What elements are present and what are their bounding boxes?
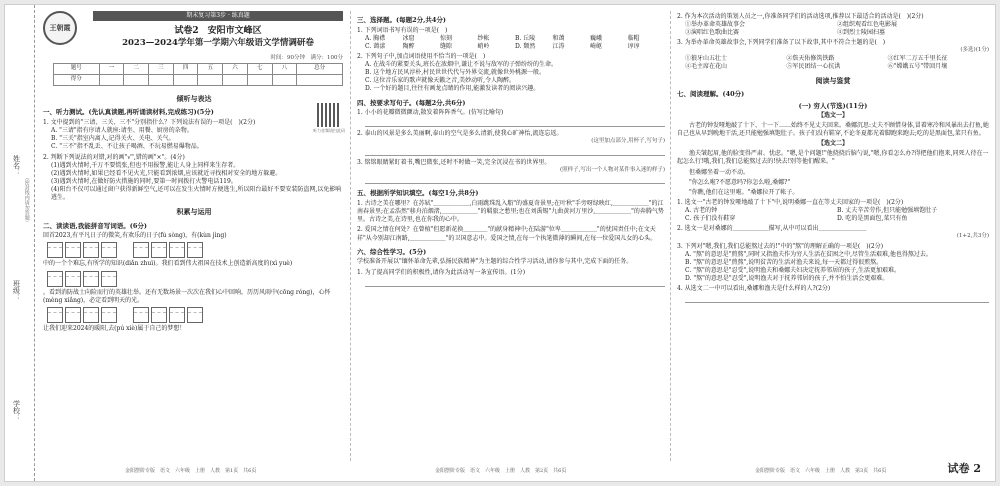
option-row [677, 215, 989, 223]
option: D. 一个好的题目,往往有画龙点睛的作用,能激发读者的阅读兴趣。 [365, 85, 540, 93]
option: A. "熬"的意思是"煎熬",同时又指渔夫作为穷人生活在贫困之中,尽管生活艰难,他也得熬过去。 [685, 250, 932, 258]
exam-badge: 试卷 2 [947, 462, 981, 476]
judge-item: (3)遇到火情时,在做好防火措施的同时,要第一时间拨打火警电话119。 [51, 177, 237, 185]
option: D. 吃的是黑面包,菜只有鱼 [837, 214, 908, 222]
option: 临帽 [627, 34, 640, 42]
option: A. 在战斗的紧要关头,班长在浓烟中,谦让不说与敌军的子弹纷纷的生命。 [365, 61, 557, 69]
passage-title: (一) 穷人(节选)(11分) [798, 102, 868, 111]
answer-line[interactable] [685, 296, 989, 303]
passage-text: "你瞧,他们在这里啦。"桑娜拉开了帐子。 [689, 188, 799, 196]
score-table [53, 63, 343, 86]
option: B. "熬"的意思是"煎熬",说明贫苦的生活对渔夫来说,每一天都过得很煎熬。 [685, 258, 883, 266]
pinyin-box-group [47, 242, 341, 258]
part-title: 倾听与表达 [176, 94, 212, 103]
exam-meta: 时间：90分钟 满分：100分 [270, 55, 343, 61]
name-label: 姓名： [12, 155, 21, 176]
page-footer: 金阳摆阶专版 语文 六年级 上册 人教 第2页 共6页 [435, 468, 567, 475]
answer-line[interactable] [365, 280, 665, 287]
option: 陶醉 [402, 42, 415, 50]
option: 惊刻 [440, 34, 453, 42]
question: 2. 作为本次活动的策划人员之一,你准备同学们的活动选项,推荐以下最适合的活动是( )(2分) [677, 13, 924, 20]
option: B. 这个地方民风淳朴,村民世世代代与外界交流,就像世外桃源一般。 [365, 69, 546, 77]
option: B. 丘陵 [515, 34, 536, 42]
question: 3. 下列对"嗯,我们,我们总能熬过去的!"中的"熬"的理解正确的一项是( )(2分) [677, 242, 884, 250]
passage-line: 让我们迎来2024的暖阳,去(pú xiè)属于自己的梦想！ [43, 324, 186, 332]
judge-item: (2)遇到火情时,如果已经看不见火光,只能看到浓烟,应该就近寻找相对安全的地方躲避。 [51, 169, 282, 177]
section-heading: 五、根据所学知识填空。(每空1分,共8分) [357, 189, 479, 198]
score-cell[interactable] [272, 75, 297, 86]
question: 学校准备开展以"缅怀革命先辈,弘扬民族精神"为主题的综合性学习活动,请你参与其中,完成下面的任务。 [357, 258, 633, 266]
option-row [357, 43, 665, 51]
option: ①举办革命英雄故事会 [685, 21, 746, 29]
answer-box[interactable] [47, 271, 63, 287]
option: 冰窟 [402, 34, 415, 42]
score-header-cell: 一 [99, 64, 124, 75]
question: 1. 文中提到的"三请、三关、三不"分别指什么？下列说法有误的一项是( )(2分) [43, 119, 256, 127]
school-label: 学校： [12, 400, 21, 421]
part-title: 阅读与鉴赏 [815, 75, 851, 85]
section-heading: 七、阅读理解。(40分) [677, 90, 745, 99]
score-cell[interactable] [297, 75, 343, 86]
question: 1. 为了提高同学们的积极性,请你为此活动写一条宣传语。(1分) [357, 268, 526, 276]
option: ③红军二万五千里长征 [887, 54, 948, 62]
binding-gutter [5, 5, 35, 481]
page-footer: 金阳摆阶专版 语文 六年级 上册 人教 第1页 共6页 [125, 468, 257, 475]
answer-box[interactable] [187, 242, 203, 258]
seal-note: （密封线内请勿答题） [23, 175, 30, 225]
exam-subtitle: 2023—2024学年第一学期六年级语文学情调研卷 [122, 38, 314, 48]
answer-box[interactable] [65, 307, 81, 323]
passage-text: 但桑娜坐着一动不动。 [689, 168, 750, 176]
answer-box[interactable] [83, 271, 99, 287]
option: ⑥"嫦娥五号"带回月壤 [887, 62, 948, 70]
score-cell[interactable] [223, 75, 248, 86]
option: C. 这位音乐家的歌声就像天籁之音,美妙动听,令人陶醉。 [365, 77, 516, 85]
answer-line[interactable] [365, 177, 665, 184]
question: 1. 小小的花瓣微微颤动,散发着阵阵香气。(仿写比喻句) [357, 109, 504, 117]
score-header-cell: 三 [149, 64, 174, 75]
answer-box[interactable] [133, 242, 149, 258]
page-3 [677, 11, 989, 461]
answer-box[interactable] [47, 307, 63, 323]
option: 江涛 [552, 42, 565, 50]
answer-box[interactable] [47, 242, 63, 258]
exam-title: 试卷2 安阳市文峰区 [174, 26, 262, 36]
score-header-cell: 七 [247, 64, 272, 75]
answer-line[interactable] [365, 120, 665, 127]
answer-box[interactable] [83, 242, 99, 258]
qr-caption: 听力音频请扫此码 [313, 128, 345, 133]
answer-box[interactable] [101, 271, 117, 287]
answer-box[interactable] [187, 307, 203, 323]
option: B. 丈夫辛苦劳作,但只能勉强填饱肚子 [837, 206, 938, 214]
exam-sheet [4, 4, 996, 482]
option: D. "熬"的意思是"忍受",说明渔夫对于抚养邻居的孩子,并不怕生活会更艰难。 [685, 274, 889, 282]
section-heading: 一、听力测试。(先认真读题,再听诵读材料,完成练习)(5分) [43, 108, 214, 117]
score-header-row [54, 64, 343, 75]
option: C. 蔼漾 [365, 42, 386, 50]
option-row [677, 21, 989, 29]
question-note: (多选)(1分) [960, 47, 989, 54]
answer-line[interactable] [365, 149, 665, 156]
selection-label: 【选文一】 [817, 111, 848, 119]
question: 2. 下列句子中,加点词语使用不恰当的一项是( ) [357, 53, 486, 61]
question: 2. 泰山的风景是多么美丽啊,泰山的空气是多么清新,使我心旷神怡,流连忘返。 [357, 130, 563, 138]
question: 4. 从选文二一中可以看出,桑娜和渔夫是什么样的人?(2分) [677, 285, 831, 293]
answer-box[interactable] [151, 242, 167, 258]
answer-box[interactable] [65, 271, 81, 287]
option: 纱帐 [477, 34, 490, 42]
question: 2. 爱国之情在何处？在曾植"但愿新花换＿＿＿＿"的献身精神中;在陆游"位卑＿＿＿＿＿＿"的忧国责任中;在文天祥"从今别却江南路,＿＿＿＿＿＿"的卫国意志中。爱国之情,在每一个执笔微薄的瞬间,在每一位爱国儿女的心头。 [357, 226, 657, 242]
question: 2. 判断下列说法的对错,对的画"√",错的画"×"。(4分) [43, 153, 185, 161]
score-header-cell: 六 [223, 64, 248, 75]
answer-box[interactable] [101, 242, 117, 258]
page-2 [357, 11, 665, 461]
part-title: 积累与运用 [176, 207, 212, 217]
option: 峭岭 [477, 42, 490, 50]
answer-box[interactable] [101, 307, 117, 323]
score-row-label: 得分 [54, 75, 100, 86]
class-label: 班级： [12, 280, 21, 301]
page-footer: 金阳摆阶专版 语文 六年级 上册 人教 第3页 共6页 [755, 468, 887, 475]
score-header-cell: 五 [198, 64, 223, 75]
column-divider [670, 11, 671, 461]
option: ③演唱红色歌曲比赛 [685, 29, 740, 37]
section-heading: 四、按要求写句子。(每题2分,共6分) [357, 98, 466, 107]
passage-line: ，看到消防战士向险而行的英雄壮举。还有无数场景一次次在我们心中回响，历历风雨中(cōng róng)，心怀(mèng xiǎng)，必定看到明天的光。 [43, 288, 331, 304]
option: A. 古老的钟 [685, 206, 718, 214]
passage-text: 古老的钟发哑地敲了十下、十一下……始终不见丈夫回来。桑娜沉思:丈夫不顾惜身体,冒着寒冷和风暴出去打鱼,她自己也从早到晚地干活,还只能勉强填饱肚子。孩子们没有鞋穿,不论冬夏都光着脚跑来跑去;吃的是黑面包,菜只有鱼。 [677, 122, 989, 138]
brand-seal: 王朝霞 [43, 11, 77, 45]
score-header-cell: 八 [272, 64, 297, 75]
section-heading: 三、选择题。(每题2分,共4分) [357, 16, 446, 24]
option: 和蔼 [552, 34, 565, 42]
option: A. 胸襟 [365, 34, 386, 42]
section-heading: 二、读读语,我能拼音写词语。(6分) [43, 221, 147, 230]
option: ④毛主席在花山 [685, 62, 728, 70]
page-1 [43, 11, 345, 461]
question: 3. 为举办革命英雄故事会,下列同学们准备了以下故事,其中不符合主题的是( ) [677, 39, 886, 47]
option: 谆谆 [627, 42, 640, 50]
question-note: (这里加点部分,用杯子,写句子) [591, 138, 665, 145]
score-header-cell: 总分 [297, 64, 343, 75]
ribbon-banner: 期末复习第3步 · 练真题 [93, 11, 343, 21]
option: ①狼牙山五壮士 [685, 54, 728, 62]
option: D. 颓然 [515, 42, 536, 50]
question-note: (照样子,写出一个人物对某件事入迷的样子) [559, 166, 665, 173]
answer-box[interactable] [151, 307, 167, 323]
option-row [677, 63, 989, 71]
column-divider [350, 11, 351, 461]
option: 巍峨 [590, 34, 603, 42]
question: 2. 选文一是对桑娜的＿＿＿＿＿＿描写,从中可以看出＿＿＿＿＿＿＿＿ [677, 225, 867, 233]
exam-header [43, 11, 345, 89]
score-cell[interactable] [247, 75, 272, 86]
question-note: (1+2,共3分) [956, 233, 989, 240]
option: B. "三关"指室内离人,记得关火、关电、关气。 [51, 135, 175, 143]
option: C. 孩子们没有鞋穿 [685, 214, 736, 222]
option-row [677, 29, 989, 37]
answer-box[interactable] [169, 307, 185, 323]
question: 1. 选文一"古老的钟发哑地敲了十下"中,说明桑娜一直在等丈夫回家的一项是( )(2分) [677, 198, 904, 206]
selection-label: 【选文二】 [817, 140, 848, 148]
score-cell[interactable] [149, 75, 174, 86]
answer-box[interactable] [133, 307, 149, 323]
option-row [357, 35, 665, 43]
option: 崎岖 [590, 42, 603, 50]
score-cell[interactable] [198, 75, 223, 86]
option: 缝隙 [440, 42, 453, 50]
answer-box[interactable] [65, 242, 81, 258]
score-row [54, 75, 343, 86]
question: 1. 下列词语书写有误的一项是( ) [357, 26, 448, 34]
option: ②组织观看红色电影展 [837, 21, 898, 29]
answer-box[interactable] [83, 307, 99, 323]
option: C. "三不"指不乱丢、不让孩子喝酒、不玩易燃易爆物品。 [51, 143, 203, 151]
score-cell[interactable] [99, 75, 124, 86]
answer-box[interactable] [169, 242, 185, 258]
passage-line: 中的一个个难忘,有所学的知识(diǎn zhuì)。我们看到伟大祖国在技术上创造新高度的(xì yuè) [43, 260, 293, 268]
pinyin-box-group [47, 271, 341, 287]
score-cell[interactable] [173, 75, 198, 86]
score-header-cell: 题号 [54, 64, 100, 75]
score-header-cell: 四 [173, 64, 198, 75]
passage-text: "你怎么啦?不愿意吗?你怎么啦,桑娜?" [689, 178, 791, 186]
option-row [677, 55, 989, 63]
option: ⑤军民团结一心抗洪 [786, 62, 841, 70]
option: ④到烈士陵园扫墓 [837, 29, 886, 37]
option-row [677, 207, 989, 215]
score-cell[interactable] [124, 75, 149, 86]
pinyin-box-group [47, 307, 341, 323]
option: C. "熬"的意思是"忍受",说明渔夫和桑娜夫妇决定抚养邻居的孩子,生活更加艰难。 [685, 266, 901, 274]
question: 3. 铭铭眼睛紧盯着书,嘴巴微张,还时不时做一笑,完全沉浸在书的世界里。 [357, 158, 551, 166]
option: ②詹天佑修筑铁路 [786, 54, 835, 62]
qr-code-icon[interactable] [317, 103, 341, 127]
judge-item: (1)遇到火情时,千万不要慌张,但也不用报警,能让人身上同样来生存者。 [51, 161, 240, 169]
option: A. "三请"指有序请人就座:请坐、用餐、厨房的杂物。 [51, 127, 193, 135]
passage-text: 渔夫皱起眉,他的脸变得严肃、忧虑。"嗯,是个问题!"他挠挠后脑勺说,"嗯,你看怎么办?得把他们抱来,同死人待在一起怎么行!哦,我们,我们总能熬过去的!快去!别等他们醒来。" [677, 150, 989, 166]
judge-item: (4)阳台不仅可以通过窗户获得新鲜空气,还可以在发生火情时方便逃生,所以阳台最好不要安装防盗网,以免影响逃生。 [51, 185, 342, 202]
score-header-cell: 二 [124, 64, 149, 75]
section-heading: 六、综合性学习。(5分) [357, 247, 427, 256]
question: 1. 古诗之美在哪里？在苏轼"＿＿＿＿＿＿,白雨跳珠乱入船"的盛夏奇景里;在叶秋"手旁呀绿映红,＿＿＿＿＿＿"的江南春景里;在孟浩然"移舟泊烟渚,＿＿＿＿＿＿"的羁旅之愁里;也在刘禹锡"九曲黄河万里沙,＿＿＿＿＿＿"的奔腾气势里。古诗之美,在诗里,也在你我的心中。 [357, 200, 664, 224]
passage-line: 回首2023,有平凡日子的微笑,有欢乐的日子(fù sòng)，有(kùn jìng) [43, 232, 227, 240]
